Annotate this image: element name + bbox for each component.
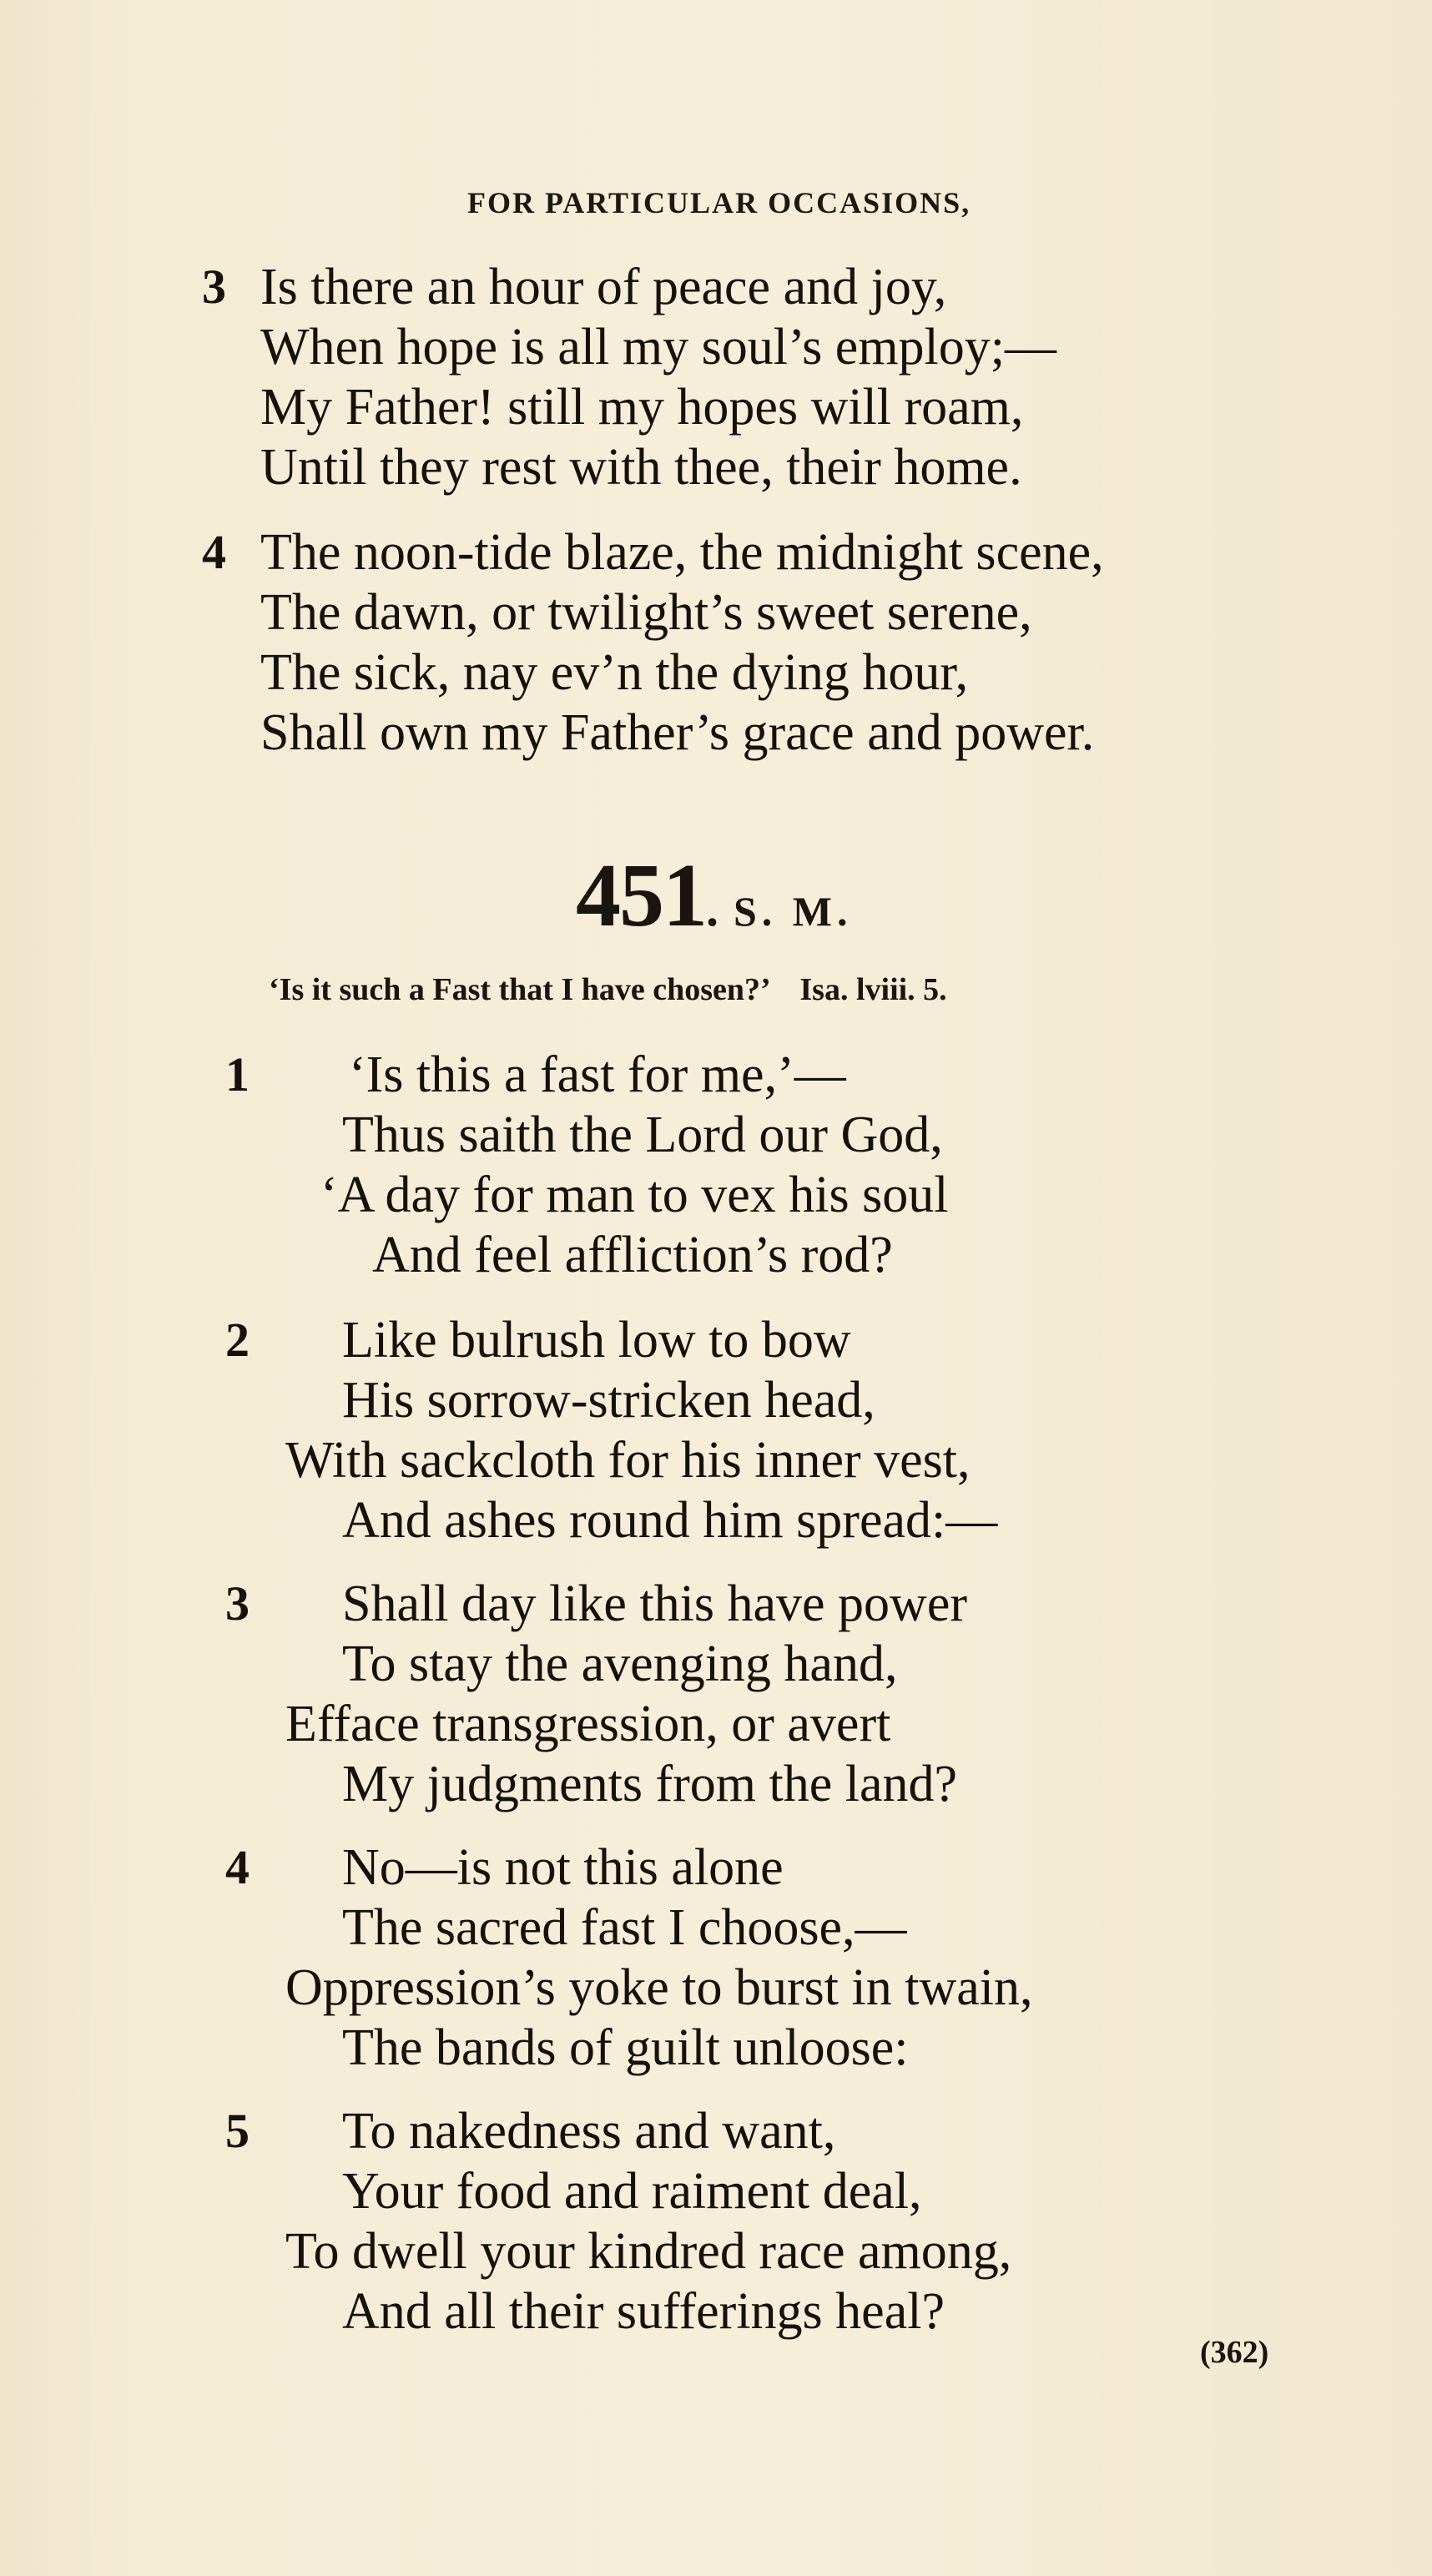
hymn-meter: S. M. — [734, 888, 853, 935]
verse-line: To stay the avenging hand, — [342, 1636, 898, 1692]
verse-line: Efface transgression, or avert — [285, 1696, 891, 1752]
stanza-number: 3 — [202, 260, 226, 314]
stanza-number: 4 — [202, 525, 226, 579]
previous-hymn-stanza-4 — [202, 522, 1104, 763]
verse-line: To nakedness and want, — [342, 2103, 836, 2160]
verse-line: The dawn, or twilight’s sweet serene, — [260, 584, 1032, 641]
verse-line: Like bulrush low to bow — [342, 1312, 851, 1369]
running-head: FOR PARTICULAR OCCASIONS, — [467, 186, 971, 219]
hymn-stanza-2 — [225, 1310, 998, 1550]
verse-line: ‘Is this a fast for me,’— — [349, 1046, 846, 1103]
verse-line: Shall day like this have power — [342, 1575, 967, 1632]
verse-line: The bands of guilt unloose: — [342, 2019, 909, 2076]
verse-line: His sorrow-stricken head, — [342, 1372, 875, 1429]
verse-line: No—is not this alone — [342, 1839, 784, 1896]
verse-line: Until they rest with thee, their home. — [260, 439, 1022, 496]
page-number: (362) — [1200, 2335, 1269, 2370]
hymn-epigraph — [269, 971, 947, 1008]
stanza-number: 4 — [225, 1840, 250, 1894]
stanza-number: 1 — [225, 1047, 250, 1101]
stanza-number: 3 — [225, 1576, 250, 1631]
verse-line: Oppression’s yoke to burst in twain, — [285, 1959, 1033, 2016]
verse-line: Shall own my Father’s grace and power. — [260, 704, 1095, 761]
hymn-number: 451 — [576, 846, 706, 945]
hymn-stanza-3 — [225, 1574, 967, 1814]
verse-line: The sacred fast I choose,— — [342, 1899, 907, 1956]
previous-hymn-stanza-3 — [202, 257, 1057, 497]
verse-line: And ashes round him spread:— — [342, 1492, 998, 1549]
verse-line: My Father! still my hopes will roam, — [260, 379, 1024, 436]
verse-line: And all their sufferings heal? — [342, 2283, 945, 2340]
verse-line: ‘A day for man to vex his soul — [320, 1167, 949, 1223]
hymn-stanza-5 — [225, 2101, 1012, 2342]
hymn-stanza-1 — [225, 1045, 949, 1285]
verse-line: With sackcloth for his inner vest, — [285, 1432, 971, 1489]
verse-line: My judgments from the land? — [342, 1756, 957, 1812]
epigraph-text: ‘Is it such a Fast that I have chosen?’ — [269, 972, 769, 1007]
stanza-number: 2 — [225, 1313, 250, 1367]
verse-line: Is there an hour of peace and joy, — [260, 259, 947, 315]
verse-line: When hope is all my soul’s employ;— — [260, 319, 1057, 376]
verse-line: To dwell your kindred race among, — [285, 2223, 1012, 2280]
hymn-stanza-4 — [225, 1837, 1033, 2078]
hymn-title — [576, 844, 853, 948]
verse-line: The sick, nay ev’n the dying hour, — [260, 644, 969, 701]
stanza-number: 5 — [225, 2104, 250, 2158]
hymn-number-dot: . — [706, 881, 719, 936]
verse-line: Your food and raiment deal, — [342, 2163, 922, 2220]
verse-line: The noon-tide blaze, the midnight scene, — [260, 524, 1104, 581]
verse-line: And feel affliction’s rod? — [372, 1227, 893, 1283]
verse-line: Thus saith the Lord our God, — [342, 1107, 943, 1163]
epigraph-reference: Isa. lviii. 5. — [799, 972, 947, 1007]
